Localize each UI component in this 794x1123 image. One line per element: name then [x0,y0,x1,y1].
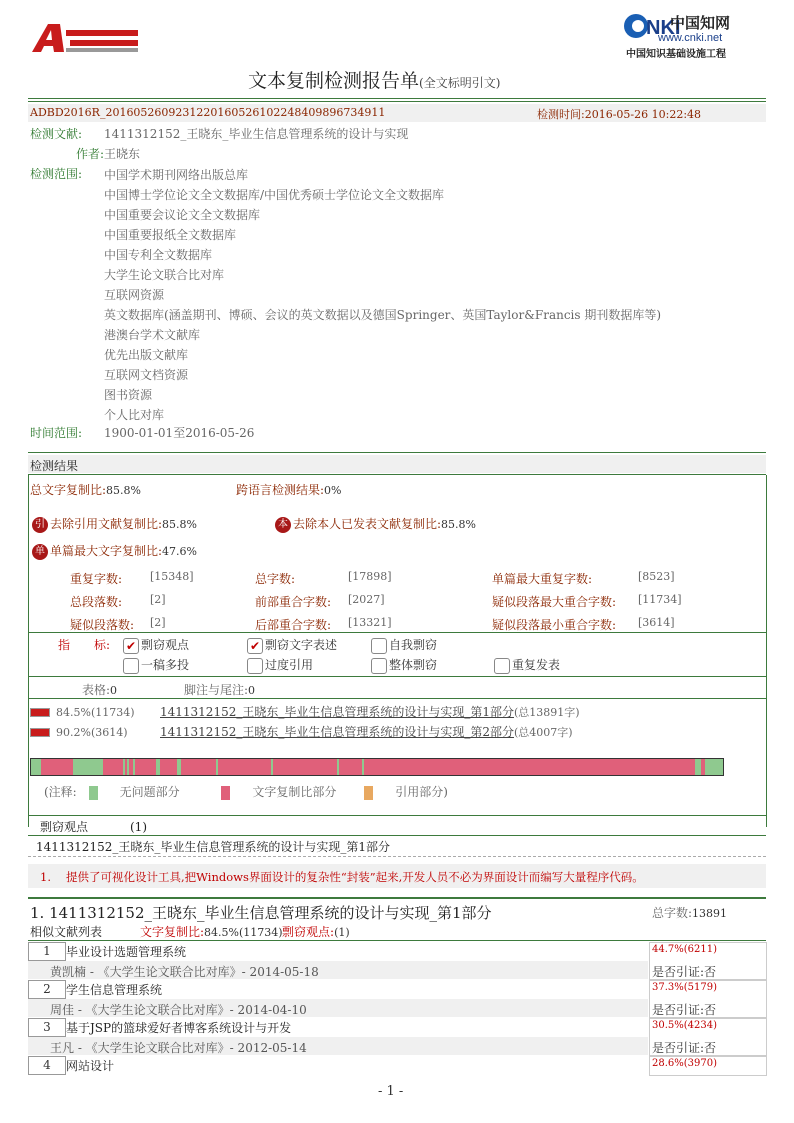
legend-ok-label: 无问题部分 [119,785,180,799]
similar-doc-entry[interactable] [28,980,766,1018]
tables-value: 0 [110,684,118,697]
entry-title[interactable]: 学生信息管理系统 [66,983,163,997]
stat-value: [17898] [348,570,392,583]
checkbox-icon[interactable] [123,658,139,674]
total-ratio [30,481,141,498]
checkbox-icon[interactable] [247,658,263,674]
cnki-logo-sub: 中国知识基础设施工程 [626,49,726,60]
section1-sim-header [30,923,350,940]
page-number: - 1 - [378,1084,404,1099]
entry-pct: 37.3%(5179) [652,982,718,993]
part-total: (总4007字) [513,726,573,739]
stat-label: 疑似段落最大重合字数: [492,595,617,609]
check-time-label: 检测时间: [537,108,585,121]
indicator-text: 重复发表 [512,658,561,672]
time-row [30,424,254,441]
top-rule-2 [28,101,766,102]
indicator-text: 整体剽窃 [389,658,438,672]
title-text: 文本复制检测报告单 [248,70,420,92]
indicator-plag-view[interactable] [123,636,189,654]
author-row [30,145,140,162]
footnotes-value: 0 [248,684,256,697]
time-range: 1900-01-01至2016-05-26 [104,426,255,440]
sim-list-label: 相似文献列表 [30,925,103,939]
single-max-label: 单篇最大文字复制比: [50,544,163,558]
section1-rule [28,897,766,899]
stat-value: [11734] [638,593,682,606]
entry-number: 3 [28,1018,66,1037]
cnki-logo-url: www.cnki.net [658,32,723,44]
stat-label: 后部重合字数: [255,618,332,632]
amlc-logo [30,20,142,54]
part-total: (总13891字) [513,706,580,719]
top-rule [28,98,766,99]
bar-segment-ok [362,759,364,775]
bar-segment-ok [705,759,723,775]
cite-badge-icon: 引 [32,517,48,533]
stat-label: 总段落数: [70,595,123,609]
copy-label: 文字复制比: [140,925,205,939]
checkbox-icon[interactable] [494,658,510,674]
section1-total-label: 总字数: [652,906,693,920]
doc-title: 1411312152_王晓东_毕业生信息管理系统的设计与实现 [104,127,409,141]
scope-item: 中国重要会议论文全文数据库 [104,208,261,222]
indicator-label: 指 标: [58,638,111,652]
bar-segment-ok [695,759,701,775]
distribution-bar [30,758,724,776]
title-subtitle: (全文标明引文) [419,76,501,90]
scope-item: 港澳台学术文献库 [104,328,201,342]
stat-value: [8523] [638,570,675,583]
excl-cite-label: 去除引用文献复制比: [50,517,163,531]
bar-segment-ok [216,759,218,775]
plag-view-value: (1) [334,926,350,939]
stat-value: [2027] [348,593,385,606]
results-header-bar [28,455,766,473]
cross-lang [236,481,342,498]
entry-title[interactable]: 毕业设计选题管理系统 [66,945,187,959]
legend-suffix: ) [443,785,448,799]
bar-segment-ok [31,759,41,775]
scope-item: 互联网资源 [104,288,165,302]
excl-cite-value: 85.8% [162,518,197,531]
entry-pct: 28.6%(3970) [652,1058,718,1069]
check-time [537,106,701,122]
plag-view-label: 剽窃观点: [282,925,335,939]
indicator-republish[interactable] [494,656,560,674]
stat-value: [2] [150,593,166,606]
plag-doc: 1411312152_王晓东_毕业生信息管理系统的设计与实现_第1部分 [36,840,390,854]
indicator-multi-submit[interactable] [123,656,189,674]
part-title-link[interactable]: 1411312152_王晓东_毕业生信息管理系统的设计与实现_第2部分 [160,725,514,739]
legend [44,783,448,800]
entry-title[interactable]: 网站设计 [66,1059,115,1073]
legend-copy-label: 文字复制比部分 [252,785,337,799]
bar-segment-ok [123,759,125,775]
stat-value: [3614] [638,616,675,629]
indicator-whole-plag[interactable] [371,656,437,674]
plag-count: (1) [130,820,147,834]
stat-value: [2] [150,616,166,629]
scope-item: 中国学术期刊网络出版总库 [104,168,249,182]
checkbox-checked-icon[interactable]: ✔ [247,638,263,654]
self-badge-icon: 本 [275,517,291,533]
doc-label: 检测文献: [30,127,83,141]
checkbox-icon[interactable] [371,638,387,654]
part-row[interactable] [30,703,580,720]
results-title: 检测结果 [30,459,79,473]
plag-item-num: 1. [40,870,51,884]
bar-segment-ok [156,759,160,775]
tables-label: 表格: [82,683,111,697]
time-label: 时间范围: [30,426,83,440]
bar-segment-ok [271,759,273,775]
results-rule [28,452,766,453]
bar-segment-ok [177,759,181,775]
stat-label: 总字数: [255,572,296,586]
similar-doc-entry[interactable] [28,942,766,980]
entry-number: 1 [28,942,66,961]
cross-lang-label: 跨语言检测结果: [236,483,325,497]
legend-copy-swatch [221,786,230,800]
footnotes-count [184,681,255,698]
legend-cite-label: 引用部分 [395,785,444,799]
tables-rule [28,676,766,677]
entry-cite-flag: 是否引证:否 [652,965,717,979]
indicator-plag-text[interactable] [247,636,337,654]
indicator-text: 过度引用 [265,658,314,672]
part-pct: 90.2%(3614) [56,726,128,739]
stat-label: 重复字数: [70,572,123,586]
part-title-link[interactable]: 1411312152_王晓东_毕业生信息管理系统的设计与实现_第1部分 [160,705,514,719]
plag-item [40,869,644,885]
single-badge-icon: 单 [32,544,48,560]
stat-label: 疑似段落数: [70,618,135,632]
checkbox-icon[interactable] [371,658,387,674]
excl-cite [32,515,197,533]
plag-header [40,818,147,835]
bar-segment-ok [73,759,103,775]
stat-label: 前部重合字数: [255,595,332,609]
bar-segment-ok [337,759,339,775]
indicator-self-plag[interactable] [371,636,437,654]
indicator-text: 剽窃文字表述 [265,638,338,652]
part-pct: 84.5%(11734) [56,706,135,719]
bar-segment-ok [127,759,129,775]
check-time-value: 2016-05-26 10:22:48 [584,108,702,121]
indicator-text: 剽窃观点 [141,638,190,652]
entry-pct: 44.7%(6211) [652,944,718,955]
indicator-rule [28,632,766,633]
section1-total [652,904,727,921]
indicator-over-cite[interactable] [247,656,313,674]
scope-list [104,165,661,425]
stat-label: 单篇最大重复字数: [492,572,593,586]
scope-item: 英文数据库(涵盖期刊、博硕、会议的英文数据以及德国Springer、英国Taylor&Francis 期刊数据库等) [104,308,662,322]
checkbox-checked-icon[interactable]: ✔ [123,638,139,654]
plag-item-text: 提供了可视化设计工具,把Windows界面设计的复杂性“封装”起来,开发人员不必为界面设计而编写大量程序代码。 [66,870,644,884]
entry-cite-flag: 是否引证:否 [652,1003,717,1017]
section1-title: 1. 1411312152_王晓东_毕业生信息管理系统的设计与实现_第1部分 [30,904,492,922]
stat-label: 疑似段落最小重合字数: [492,618,617,632]
report-title [248,66,500,93]
indicator-text: 自我剽窃 [389,638,438,652]
stat-value: [15348] [150,570,194,583]
scope-row [30,165,104,182]
entry-source: 周佳 - 《大学生论文联合比对库》- 2014-04-10 [50,1003,307,1017]
tables-count [82,681,117,698]
plag-rule [28,815,766,816]
entry-number: 4 [28,1056,66,1075]
entry-cite-flag: 是否引证:否 [652,1041,717,1055]
total-ratio-label: 总文字复制比: [30,483,107,497]
report-id: ADBD2016R_20160526092312201605261022484098967349​11 [30,106,386,119]
footnotes-label: 脚注与尾注: [184,683,249,697]
section1-total-value: 13891 [692,907,728,920]
cnki-logo-cn: 中国知网 [670,14,731,32]
excl-self [275,515,476,533]
entry-source: 王凡 - 《大学生论文联合比对库》- 2012-05-14 [50,1041,307,1055]
single-max-value: 47.6% [162,545,197,558]
plag-rule-2 [28,835,766,836]
bar-segment-ok [133,759,135,775]
sim-list-rule [28,940,766,941]
excl-self-value: 85.8% [441,518,476,531]
author-label: 作者: [75,147,104,161]
cross-lang-value: 0% [324,484,342,497]
svg-text:NKI: NKI [646,17,681,39]
part-row[interactable] [30,723,573,740]
scope-item: 中国重要报纸全文数据库 [104,228,237,242]
indicator-text: 一稿多投 [141,658,190,672]
legend-cite-swatch [364,786,373,800]
total-ratio-value: 85.8% [106,484,141,497]
distribution-bar-svg [31,759,723,775]
legend-prefix: (注释: [44,785,77,799]
plag-label: 剽窃观点 [40,820,89,834]
part-bar-icon [30,708,50,717]
entry-title[interactable]: 基于JSP的篮球爱好者博客系统设计与开发 [66,1021,292,1035]
single-max [32,542,197,560]
scope-item: 个人比对库 [104,408,165,422]
similar-doc-entry[interactable] [28,1018,766,1056]
doc-row [30,125,408,142]
entry-source: 黄凯楠 - 《大学生论文联合比对库》- 2014-05-18 [50,965,319,979]
scope-item: 中国专利全文数据库 [104,248,213,262]
scope-item: 图书资源 [104,388,153,402]
parts-rule [28,698,766,699]
scope-label: 检测范围: [30,167,83,181]
part-bar-icon [30,728,50,737]
scope-item: 优先出版文献库 [104,348,189,362]
author-value: 王晓东 [104,147,141,161]
entry-pct: 30.5%(4234) [652,1020,718,1031]
entry-number: 2 [28,980,66,999]
scope-item: 中国博士学位论文全文数据库/中国优秀硕士学位论文全文数据库 [104,188,445,202]
copy-value: 84.5%(11734) [204,926,283,939]
legend-ok-swatch [89,786,98,800]
scope-item: 互联网文档资源 [104,368,189,382]
stat-value: [13321] [348,616,392,629]
excl-self-label: 去除本人已发表文献复制比: [293,517,442,531]
scope-item: 大学生论文联合比对库 [104,268,225,282]
plag-dashed-rule [28,856,766,857]
